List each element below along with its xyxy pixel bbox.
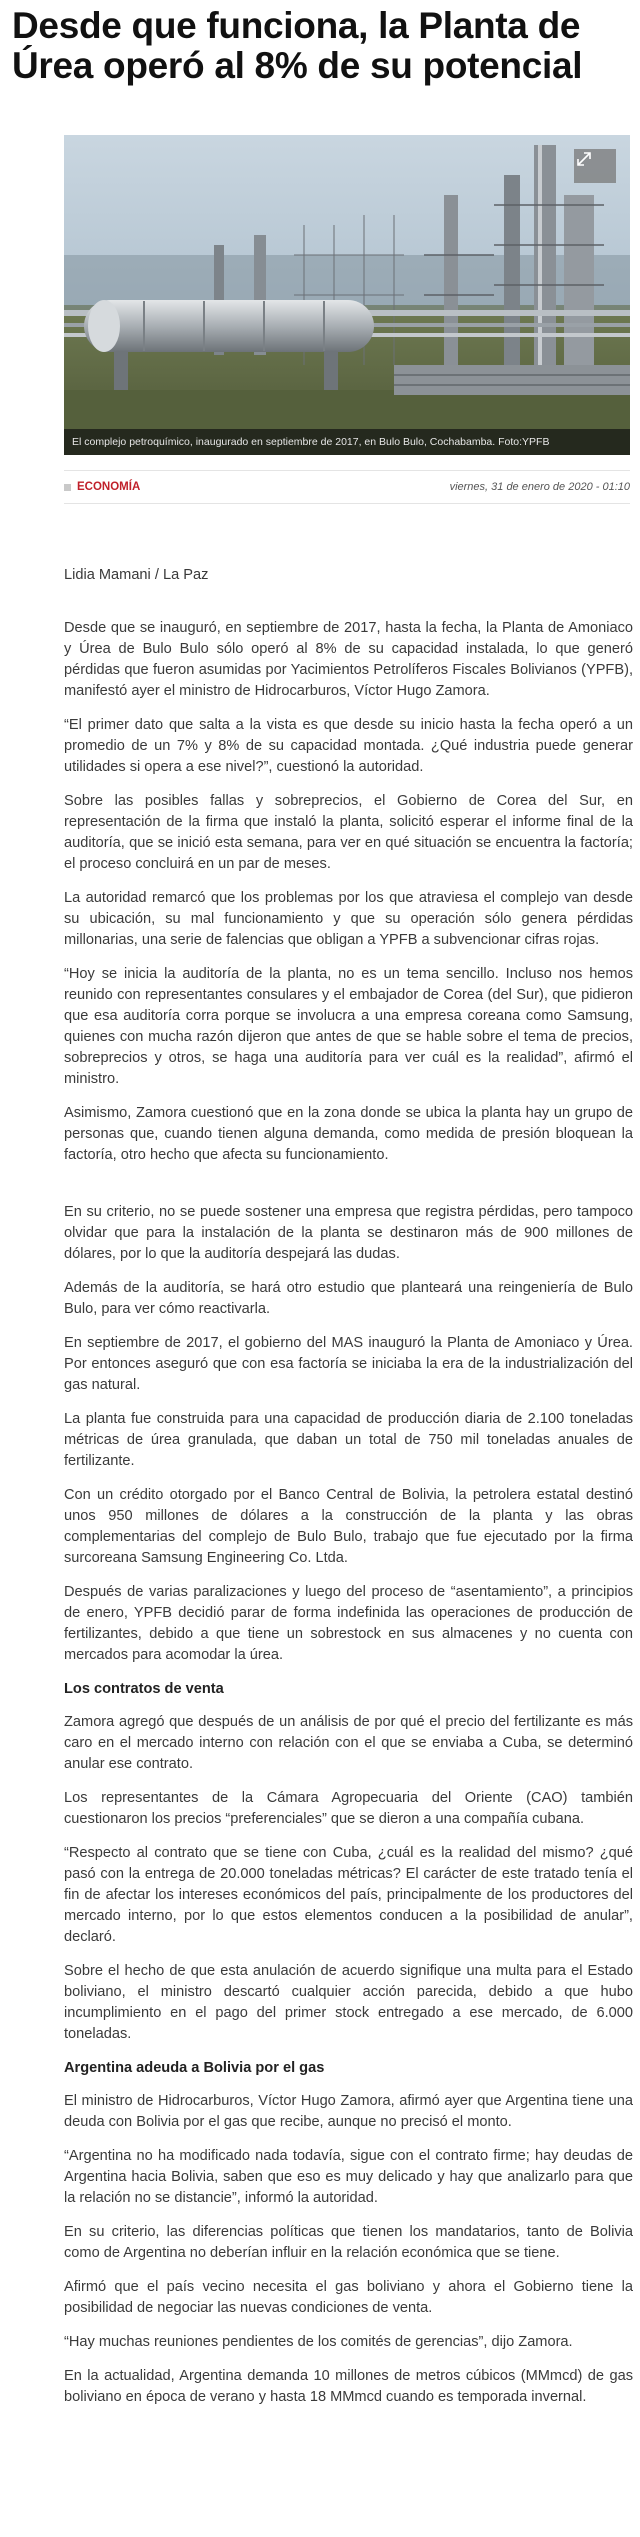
expand-arrows-icon <box>574 149 594 169</box>
expand-photo-button[interactable] <box>574 149 616 183</box>
square-bullet-icon <box>64 484 71 491</box>
paragraph: En la actualidad, Argentina demanda 10 millones de metros cúbicos (MMmcd) de gas boliviano en época de verano y hasta 18 MMmcd cuando es temporada invernal. <box>64 2368 633 2405</box>
paragraph: Después de varias paralizaciones y luego del proceso de “asentamiento”, a principios de enero, YPFB decidió parar de forma indefinida las operaciones de producción de fertilizantes, debido a que tiene un sobrestock en sus almacenes y no cuenta con mercados para acomodar la úrea. <box>64 1584 633 1663</box>
paragraph: “Argentina no ha modificado nada todavía, sigue con el contrato firme; hay deudas de Argentina hacia Bolivia, saben que eso es muy delicado y hay que analizarlo para que la relación no se distancie”, informó la autoridad. <box>64 2148 633 2206</box>
paragraph: El ministro de Hidrocarburos, Víctor Hugo Zamora, afirmó ayer que Argentina tiene una deuda con Bolivia por el gas que recibe, aunque no precisó el monto. <box>64 2093 633 2130</box>
photo-caption: El complejo petroquímico, inaugurado en septiembre de 2017, en Bulo Bulo, Cochabamba. Foto:YPFB <box>64 429 630 455</box>
paragraph: En septiembre de 2017, el gobierno del MAS inauguró la Planta de Amoniaco y Úrea. Por entonces aseguró que con esa factoría se iniciaba la era de la industrialización del gas natural. <box>64 1335 633 1393</box>
publication-date: viernes, 31 de enero de 2020 - 01:10 <box>449 481 630 493</box>
article-photo <box>64 135 630 455</box>
article-headline: Desde que funciona, la Planta de Úrea operó al 8% de su potencial <box>12 5 583 86</box>
paragraph: “Hay muchas reuniones pendientes de los comités de gerencias”, dijo Zamora. <box>64 2334 573 2350</box>
paragraph: “Respecto al contrato que se tiene con Cuba, ¿cuál es la realidad del mismo? ¿qué pasó con la entrega de 20.000 toneladas métricas? El carácter de este tratado tenía el fin de afectar los intereses económicos del país, principalmente de los productores del mercado interno, por lo que estos elementos conducen a la posibilidad de anular”, declaró. <box>64 1845 633 1945</box>
article-meta <box>64 470 630 504</box>
paragraph: Los representantes de la Cámara Agropecuaria del Oriente (CAO) también cuestionaron los precios “preferenciales” que se dieron a una compañía cubana. <box>64 1790 633 1827</box>
paragraph: “Hoy se inicia la auditoría de la planta, no es un tema sencillo. Incluso nos hemos reunido con representantes consulares y el embajador de Corea (del Sur), que pidieron que esa auditoría corra porque se involucra a una empresa coreana como Samsung, quienes con mucha razón dijeron que antes de que se hable sobre el tema de precios, sobreprecios y otros, se haga una auditoría para ver cuál es la realidad”, afirmó el ministro. <box>64 966 633 1087</box>
paragraph: Zamora agregó que después de un análisis de por qué el precio del fertilizante es más caro en el mercado interno con relación con el que se enviaba a Cuba, se determinó anular ese contrato. <box>64 1714 633 1772</box>
paragraph: Sobre el hecho de que esta anulación de acuerdo signifique una multa para el Estado boliviano, el ministro descartó cualquier acción parecida, debido a que hubo incumplimiento en el pago del primer stock entregado a ese mercado, de 6.000 toneladas. <box>64 1963 633 2042</box>
section-label: ECONOMÍA <box>77 481 141 493</box>
paragraph: Con un crédito otorgado por el Banco Central de Bolivia, la petrolera estatal destinó unos 950 millones de dólares a la construcción de la planta y las obras complementarias del complejo de Bulo Bulo, trabajo que fue ejecutado por la firma surcoreana Samsung Engineering Co. Ltda. <box>64 1487 633 1566</box>
paragraph: Asimismo, Zamora cuestionó que en la zona donde se ubica la planta hay un grupo de personas que, cuando tienen alguna demanda, como medida de presión bloquean la factoría, otro hecho que afecta su funcionamiento. <box>64 1105 633 1163</box>
article-body <box>64 565 633 2421</box>
paragraph: Desde que se inauguró, en septiembre de 2017, hasta la fecha, la Planta de Amoniaco y Úrea de Bulo Bulo sólo operó al 8% de su capacidad instalada, lo que generó pérdidas que fueron asumidas por Yacimientos Petrolíferos Fiscales Bolivianos (YPFB), manifestó ayer el ministro de Hidrocarburos, Víctor Hugo Zamora. <box>64 620 633 699</box>
byline: Lidia Mamani / La Paz <box>64 567 209 583</box>
paragraph: En su criterio, las diferencias políticas que tienen los mandatarios, tanto de Bolivia como de Argentina no deberían influir en la relación económica que se tiene. <box>64 2224 633 2261</box>
paragraph: Afirmó que el país vecino necesita el gas boliviano y ahora el Gobierno tiene la posibilidad de negociar las nuevas condiciones de venta. <box>64 2279 633 2316</box>
section-link[interactable] <box>64 481 140 493</box>
petrochemical-plant-image <box>64 135 630 455</box>
paragraph: Además de la auditoría, se hará otro estudio que planteará una reingeniería de Bulo Bulo, para ver cómo reactivarla. <box>64 1280 633 1317</box>
paragraph: “El primer dato que salta a la vista es que desde su inicio hasta la fecha operó a un promedio de un 7% y 8% de su capacidad montada. ¿Qué industria puede generar utilidades si opera a ese nivel?”, cuestionó la autoridad. <box>64 717 633 775</box>
subheading-contracts: Los contratos de venta <box>64 1681 224 1697</box>
subheading-argentina: Argentina adeuda a Bolivia por el gas <box>64 2060 325 2076</box>
paragraph: Sobre las posibles fallas y sobreprecios, el Gobierno de Corea del Sur, en representación de la firma que instaló la planta, solicitó esperar el informe final de la auditoría, que se inició esta semana, para ver en qué situación se encuentra la factoría; el proceso concluirá en un par de meses. <box>64 793 633 872</box>
paragraph: En su criterio, no se puede sostener una empresa que registra pérdidas, pero tampoco olvidar que para la instalación de la planta se destinaron más de 900 millones de dólares, por lo que la auditoría despejará las dudas. <box>64 1204 633 1262</box>
paragraph: La autoridad remarcó que los problemas por los que atraviesa el complejo van desde su ubicación, su mal funcionamiento y que su operación sólo genera pérdidas millonarias, una serie de falencias que obligan a YPFB a subvencionar cifras rojas. <box>64 890 633 948</box>
paragraph: La planta fue construida para una capacidad de producción diaria de 2.100 toneladas métricas de úrea granulada, que daban un total de 750 mil toneladas anuales de fertilizante. <box>64 1411 633 1469</box>
